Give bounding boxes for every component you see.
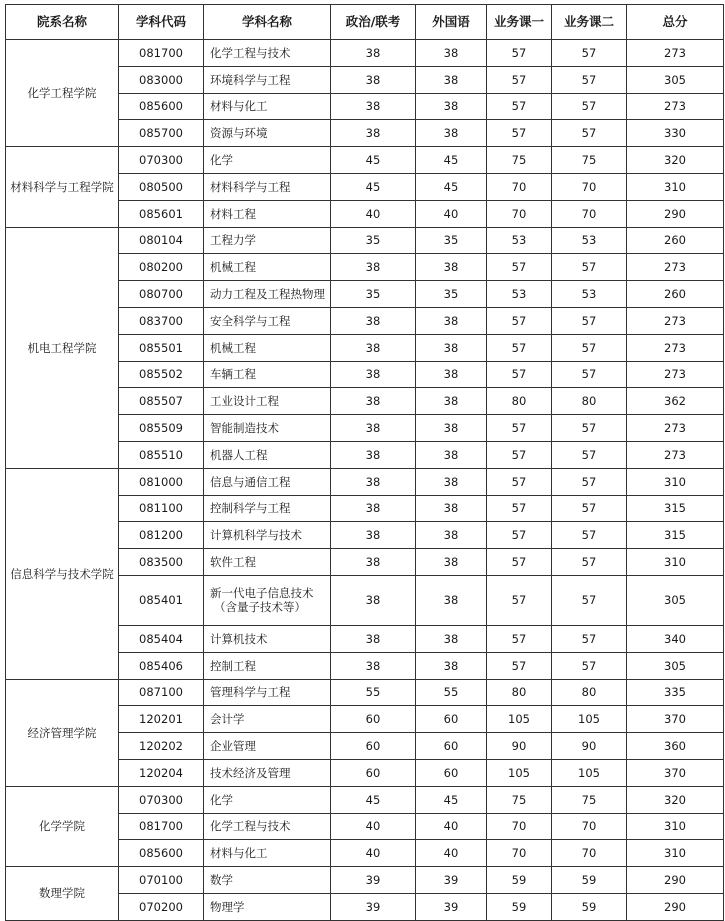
language-score: 35 bbox=[416, 227, 487, 254]
header-subject: 学科名称 bbox=[204, 5, 331, 40]
subject-name-line: 计算机科学与技术 bbox=[210, 528, 302, 543]
politics-score: 60 bbox=[331, 733, 416, 760]
subject-name-line: 机械工程 bbox=[210, 260, 256, 275]
language-score: 38 bbox=[416, 575, 487, 625]
politics-score: 38 bbox=[331, 254, 416, 281]
total-score: 320 bbox=[627, 147, 724, 174]
subject-code: 085502 bbox=[119, 361, 204, 388]
course2-score: 75 bbox=[552, 147, 627, 174]
course1-score: 90 bbox=[487, 733, 552, 760]
subject-code: 081700 bbox=[119, 813, 204, 840]
course2-score: 70 bbox=[552, 200, 627, 227]
course1-score: 59 bbox=[487, 867, 552, 894]
politics-score: 38 bbox=[331, 66, 416, 93]
course1-score: 57 bbox=[487, 307, 552, 334]
table-row bbox=[6, 679, 724, 706]
language-score: 60 bbox=[416, 733, 487, 760]
politics-score: 38 bbox=[331, 307, 416, 334]
table-row bbox=[6, 786, 724, 813]
subject-name bbox=[204, 759, 331, 786]
total-score: 305 bbox=[627, 652, 724, 679]
subject-code: 070100 bbox=[119, 867, 204, 894]
subject-code: 080700 bbox=[119, 281, 204, 308]
total-score: 305 bbox=[627, 66, 724, 93]
subject-name-line: 工业设计工程 bbox=[210, 394, 279, 409]
subject-name bbox=[204, 625, 331, 652]
total-score: 273 bbox=[627, 334, 724, 361]
course2-score: 59 bbox=[552, 867, 627, 894]
subject-name bbox=[204, 200, 331, 227]
subject-code: 081000 bbox=[119, 468, 204, 495]
subject-code: 083000 bbox=[119, 66, 204, 93]
subject-name-line: 技术经济及管理 bbox=[210, 765, 291, 780]
language-score: 38 bbox=[416, 468, 487, 495]
politics-score: 38 bbox=[331, 415, 416, 442]
language-score: 38 bbox=[416, 334, 487, 361]
subject-name bbox=[204, 813, 331, 840]
course2-score: 57 bbox=[552, 40, 627, 67]
total-score: 315 bbox=[627, 495, 724, 522]
subject-code: 085510 bbox=[119, 441, 204, 468]
politics-score: 38 bbox=[331, 522, 416, 549]
table-row bbox=[6, 147, 724, 174]
subject-code: 120201 bbox=[119, 706, 204, 733]
subject-name-line: 计算机技术 bbox=[210, 631, 268, 646]
subject-code: 085700 bbox=[119, 120, 204, 147]
course1-score: 57 bbox=[487, 66, 552, 93]
language-score: 38 bbox=[416, 40, 487, 67]
course2-score: 57 bbox=[552, 66, 627, 93]
subject-name bbox=[204, 173, 331, 200]
total-score: 310 bbox=[627, 813, 724, 840]
politics-score: 55 bbox=[331, 679, 416, 706]
course2-score: 57 bbox=[552, 334, 627, 361]
course2-score: 70 bbox=[552, 813, 627, 840]
course2-score: 57 bbox=[552, 468, 627, 495]
subject-name bbox=[204, 40, 331, 67]
subject-name bbox=[204, 66, 331, 93]
politics-score: 38 bbox=[331, 388, 416, 415]
subject-code: 070300 bbox=[119, 147, 204, 174]
subject-code: 070200 bbox=[119, 893, 204, 920]
subject-code: 120202 bbox=[119, 733, 204, 760]
language-score: 40 bbox=[416, 840, 487, 867]
department-name: 化学工程学院 bbox=[6, 40, 119, 147]
total-score: 315 bbox=[627, 522, 724, 549]
politics-score: 35 bbox=[331, 227, 416, 254]
language-score: 38 bbox=[416, 495, 487, 522]
language-score: 38 bbox=[416, 254, 487, 281]
subject-name bbox=[204, 227, 331, 254]
total-score: 335 bbox=[627, 679, 724, 706]
course1-score: 57 bbox=[487, 415, 552, 442]
politics-score: 38 bbox=[331, 575, 416, 625]
subject-name-line: 化学工程与技术 bbox=[210, 45, 291, 60]
subject-code: 120204 bbox=[119, 759, 204, 786]
total-score: 310 bbox=[627, 549, 724, 576]
subject-name-line: 管理科学与工程 bbox=[210, 685, 291, 700]
politics-score: 40 bbox=[331, 813, 416, 840]
language-score: 38 bbox=[416, 415, 487, 442]
subject-name-line: 企业管理 bbox=[210, 739, 256, 754]
table-body bbox=[6, 40, 724, 921]
course1-score: 70 bbox=[487, 200, 552, 227]
subject-name-line: 车辆工程 bbox=[210, 367, 256, 382]
language-score: 38 bbox=[416, 549, 487, 576]
politics-score: 45 bbox=[331, 147, 416, 174]
politics-score: 38 bbox=[331, 120, 416, 147]
politics-score: 60 bbox=[331, 706, 416, 733]
total-score: 362 bbox=[627, 388, 724, 415]
course1-score: 57 bbox=[487, 93, 552, 120]
course2-score: 57 bbox=[552, 652, 627, 679]
table-row bbox=[6, 40, 724, 67]
total-score: 273 bbox=[627, 307, 724, 334]
subject-name bbox=[204, 706, 331, 733]
total-score: 273 bbox=[627, 93, 724, 120]
subject-name bbox=[204, 441, 331, 468]
language-score: 38 bbox=[416, 361, 487, 388]
subject-name-line: 机械工程 bbox=[210, 340, 256, 355]
subject-name bbox=[204, 254, 331, 281]
subject-name bbox=[204, 415, 331, 442]
course2-score: 105 bbox=[552, 706, 627, 733]
course2-score: 57 bbox=[552, 522, 627, 549]
politics-score: 40 bbox=[331, 200, 416, 227]
total-score: 320 bbox=[627, 786, 724, 813]
course1-score: 57 bbox=[487, 334, 552, 361]
language-score: 45 bbox=[416, 173, 487, 200]
total-score: 330 bbox=[627, 120, 724, 147]
subject-name-line: 动力工程及工程热物理 bbox=[210, 287, 325, 302]
subject-name-line: 智能制造技术 bbox=[210, 421, 279, 436]
course2-score: 57 bbox=[552, 415, 627, 442]
language-score: 38 bbox=[416, 388, 487, 415]
subject-code: 087100 bbox=[119, 679, 204, 706]
subject-name-line: 化学 bbox=[210, 792, 233, 807]
subject-name bbox=[204, 388, 331, 415]
course2-score: 80 bbox=[552, 388, 627, 415]
subject-name bbox=[204, 495, 331, 522]
language-score: 39 bbox=[416, 893, 487, 920]
subject-code: 085600 bbox=[119, 93, 204, 120]
total-score: 273 bbox=[627, 441, 724, 468]
course1-score: 70 bbox=[487, 840, 552, 867]
politics-score: 38 bbox=[331, 549, 416, 576]
total-score: 273 bbox=[627, 40, 724, 67]
course1-score: 59 bbox=[487, 893, 552, 920]
course1-score: 57 bbox=[487, 575, 552, 625]
language-score: 55 bbox=[416, 679, 487, 706]
course1-score: 70 bbox=[487, 173, 552, 200]
politics-score: 38 bbox=[331, 625, 416, 652]
subject-name bbox=[204, 361, 331, 388]
subject-name-note: （含量子技术等） bbox=[214, 600, 306, 615]
course1-score: 75 bbox=[487, 147, 552, 174]
course2-score: 57 bbox=[552, 254, 627, 281]
subject-name bbox=[204, 334, 331, 361]
total-score: 290 bbox=[627, 893, 724, 920]
course2-score: 75 bbox=[552, 786, 627, 813]
subject-name-line: 新一代电子信息技术 bbox=[210, 586, 314, 601]
header-department: 院系名称 bbox=[6, 5, 119, 40]
subject-name bbox=[204, 786, 331, 813]
subject-name-line: 化学工程与技术 bbox=[210, 819, 291, 834]
politics-score: 45 bbox=[331, 786, 416, 813]
subject-name bbox=[204, 867, 331, 894]
course2-score: 53 bbox=[552, 227, 627, 254]
subject-code: 085600 bbox=[119, 840, 204, 867]
total-score: 273 bbox=[627, 415, 724, 442]
politics-score: 38 bbox=[331, 334, 416, 361]
subject-code: 085406 bbox=[119, 652, 204, 679]
language-score: 38 bbox=[416, 625, 487, 652]
course2-score: 57 bbox=[552, 549, 627, 576]
language-score: 45 bbox=[416, 147, 487, 174]
subject-code: 081700 bbox=[119, 40, 204, 67]
language-score: 38 bbox=[416, 522, 487, 549]
header-code: 学科代码 bbox=[119, 5, 204, 40]
department-name: 机电工程学院 bbox=[6, 227, 119, 468]
department-name: 数理学院 bbox=[6, 867, 119, 921]
subject-code: 070300 bbox=[119, 786, 204, 813]
table-row bbox=[6, 227, 724, 254]
subject-name-line: 控制科学与工程 bbox=[210, 501, 291, 516]
total-score: 305 bbox=[627, 575, 724, 625]
subject-name bbox=[204, 575, 331, 625]
course1-score: 57 bbox=[487, 254, 552, 281]
subject-code: 080500 bbox=[119, 173, 204, 200]
course2-score: 59 bbox=[552, 893, 627, 920]
subject-name-line: 机器人工程 bbox=[210, 447, 268, 462]
subject-name bbox=[204, 549, 331, 576]
subject-code: 081100 bbox=[119, 495, 204, 522]
politics-score: 38 bbox=[331, 468, 416, 495]
course1-score: 57 bbox=[487, 625, 552, 652]
subject-name-line: 化学 bbox=[210, 153, 233, 168]
course2-score: 70 bbox=[552, 173, 627, 200]
subject-code: 085501 bbox=[119, 334, 204, 361]
politics-score: 60 bbox=[331, 759, 416, 786]
language-score: 38 bbox=[416, 652, 487, 679]
total-score: 290 bbox=[627, 200, 724, 227]
language-score: 38 bbox=[416, 93, 487, 120]
header-total: 总分 bbox=[627, 5, 724, 40]
politics-score: 35 bbox=[331, 281, 416, 308]
subject-name bbox=[204, 893, 331, 920]
header-politics: 政治/联考 bbox=[331, 5, 416, 40]
language-score: 40 bbox=[416, 813, 487, 840]
course2-score: 57 bbox=[552, 625, 627, 652]
total-score: 310 bbox=[627, 173, 724, 200]
subject-code: 085601 bbox=[119, 200, 204, 227]
course1-score: 57 bbox=[487, 361, 552, 388]
language-score: 35 bbox=[416, 281, 487, 308]
subject-name bbox=[204, 93, 331, 120]
subject-name-line: 工程力学 bbox=[210, 233, 256, 248]
course2-score: 80 bbox=[552, 679, 627, 706]
politics-score: 40 bbox=[331, 840, 416, 867]
course2-score: 57 bbox=[552, 575, 627, 625]
department-name: 信息科学与技术学院 bbox=[6, 468, 119, 679]
subject-name-line: 资源与环境 bbox=[210, 126, 268, 141]
subject-code: 080104 bbox=[119, 227, 204, 254]
subject-code: 080200 bbox=[119, 254, 204, 281]
subject-name-line: 数学 bbox=[210, 873, 233, 887]
course2-score: 57 bbox=[552, 361, 627, 388]
politics-score: 45 bbox=[331, 173, 416, 200]
total-score: 310 bbox=[627, 468, 724, 495]
score-table bbox=[5, 4, 724, 921]
subject-code: 083500 bbox=[119, 549, 204, 576]
subject-name-line: 控制工程 bbox=[210, 658, 256, 673]
total-score: 273 bbox=[627, 361, 724, 388]
politics-score: 38 bbox=[331, 652, 416, 679]
course2-score: 57 bbox=[552, 93, 627, 120]
header-course2: 业务课二 bbox=[552, 5, 627, 40]
politics-score: 38 bbox=[331, 93, 416, 120]
header-row bbox=[6, 5, 724, 40]
language-score: 60 bbox=[416, 706, 487, 733]
course1-score: 105 bbox=[487, 759, 552, 786]
header-course1: 业务课一 bbox=[487, 5, 552, 40]
course2-score: 57 bbox=[552, 307, 627, 334]
subject-name bbox=[204, 840, 331, 867]
total-score: 273 bbox=[627, 254, 724, 281]
language-score: 38 bbox=[416, 66, 487, 93]
subject-name bbox=[204, 307, 331, 334]
subject-code: 085404 bbox=[119, 625, 204, 652]
total-score: 360 bbox=[627, 733, 724, 760]
course1-score: 80 bbox=[487, 388, 552, 415]
language-score: 45 bbox=[416, 786, 487, 813]
subject-name-line: 材料与化工 bbox=[210, 99, 268, 114]
subject-name-line: 会计学 bbox=[210, 712, 245, 727]
subject-name-line: 材料与化工 bbox=[210, 846, 268, 861]
course1-score: 75 bbox=[487, 786, 552, 813]
subject-name bbox=[204, 679, 331, 706]
course2-score: 57 bbox=[552, 120, 627, 147]
header-language: 外国语 bbox=[416, 5, 487, 40]
politics-score: 38 bbox=[331, 441, 416, 468]
course1-score: 105 bbox=[487, 706, 552, 733]
course1-score: 57 bbox=[487, 522, 552, 549]
total-score: 370 bbox=[627, 759, 724, 786]
course2-score: 53 bbox=[552, 281, 627, 308]
language-score: 39 bbox=[416, 867, 487, 894]
politics-score: 39 bbox=[331, 893, 416, 920]
course2-score: 57 bbox=[552, 441, 627, 468]
subject-name bbox=[204, 652, 331, 679]
subject-code: 083700 bbox=[119, 307, 204, 334]
course1-score: 53 bbox=[487, 281, 552, 308]
subject-name-line: 材料工程 bbox=[210, 206, 256, 221]
subject-name-line: 环境科学与工程 bbox=[210, 72, 291, 87]
course2-score: 70 bbox=[552, 840, 627, 867]
course2-score: 90 bbox=[552, 733, 627, 760]
course2-score: 105 bbox=[552, 759, 627, 786]
subject-name bbox=[204, 733, 331, 760]
subject-name-line: 软件工程 bbox=[210, 555, 256, 570]
total-score: 370 bbox=[627, 706, 724, 733]
course1-score: 53 bbox=[487, 227, 552, 254]
subject-name bbox=[204, 522, 331, 549]
department-name: 经济管理学院 bbox=[6, 679, 119, 786]
subject-code: 085401 bbox=[119, 575, 204, 625]
subject-code: 085507 bbox=[119, 388, 204, 415]
language-score: 60 bbox=[416, 759, 487, 786]
department-name: 材料科学与工程学院 bbox=[6, 147, 119, 227]
course1-score: 57 bbox=[487, 40, 552, 67]
language-score: 38 bbox=[416, 441, 487, 468]
table-row bbox=[6, 867, 724, 894]
course1-score: 57 bbox=[487, 652, 552, 679]
subject-name bbox=[204, 468, 331, 495]
course1-score: 57 bbox=[487, 468, 552, 495]
language-score: 40 bbox=[416, 200, 487, 227]
department-name: 化学学院 bbox=[6, 786, 119, 866]
subject-name bbox=[204, 281, 331, 308]
language-score: 38 bbox=[416, 307, 487, 334]
total-score: 260 bbox=[627, 281, 724, 308]
course1-score: 57 bbox=[487, 441, 552, 468]
table-row bbox=[6, 468, 724, 495]
politics-score: 38 bbox=[331, 495, 416, 522]
language-score: 38 bbox=[416, 120, 487, 147]
total-score: 310 bbox=[627, 840, 724, 867]
total-score: 290 bbox=[627, 867, 724, 894]
subject-name-line: 材料科学与工程 bbox=[210, 179, 291, 194]
course1-score: 57 bbox=[487, 549, 552, 576]
total-score: 260 bbox=[627, 227, 724, 254]
politics-score: 39 bbox=[331, 867, 416, 894]
politics-score: 38 bbox=[331, 40, 416, 67]
subject-name-line: 物理学 bbox=[210, 899, 245, 914]
politics-score: 38 bbox=[331, 361, 416, 388]
course2-score: 57 bbox=[552, 495, 627, 522]
subject-name bbox=[204, 147, 331, 174]
subject-code: 081200 bbox=[119, 522, 204, 549]
subject-name bbox=[204, 120, 331, 147]
course1-score: 57 bbox=[487, 120, 552, 147]
course1-score: 57 bbox=[487, 495, 552, 522]
total-score: 340 bbox=[627, 625, 724, 652]
subject-name-line: 安全科学与工程 bbox=[210, 313, 291, 328]
course1-score: 70 bbox=[487, 813, 552, 840]
subject-code: 085509 bbox=[119, 415, 204, 442]
course1-score: 80 bbox=[487, 679, 552, 706]
subject-name-line: 信息与通信工程 bbox=[210, 474, 291, 489]
